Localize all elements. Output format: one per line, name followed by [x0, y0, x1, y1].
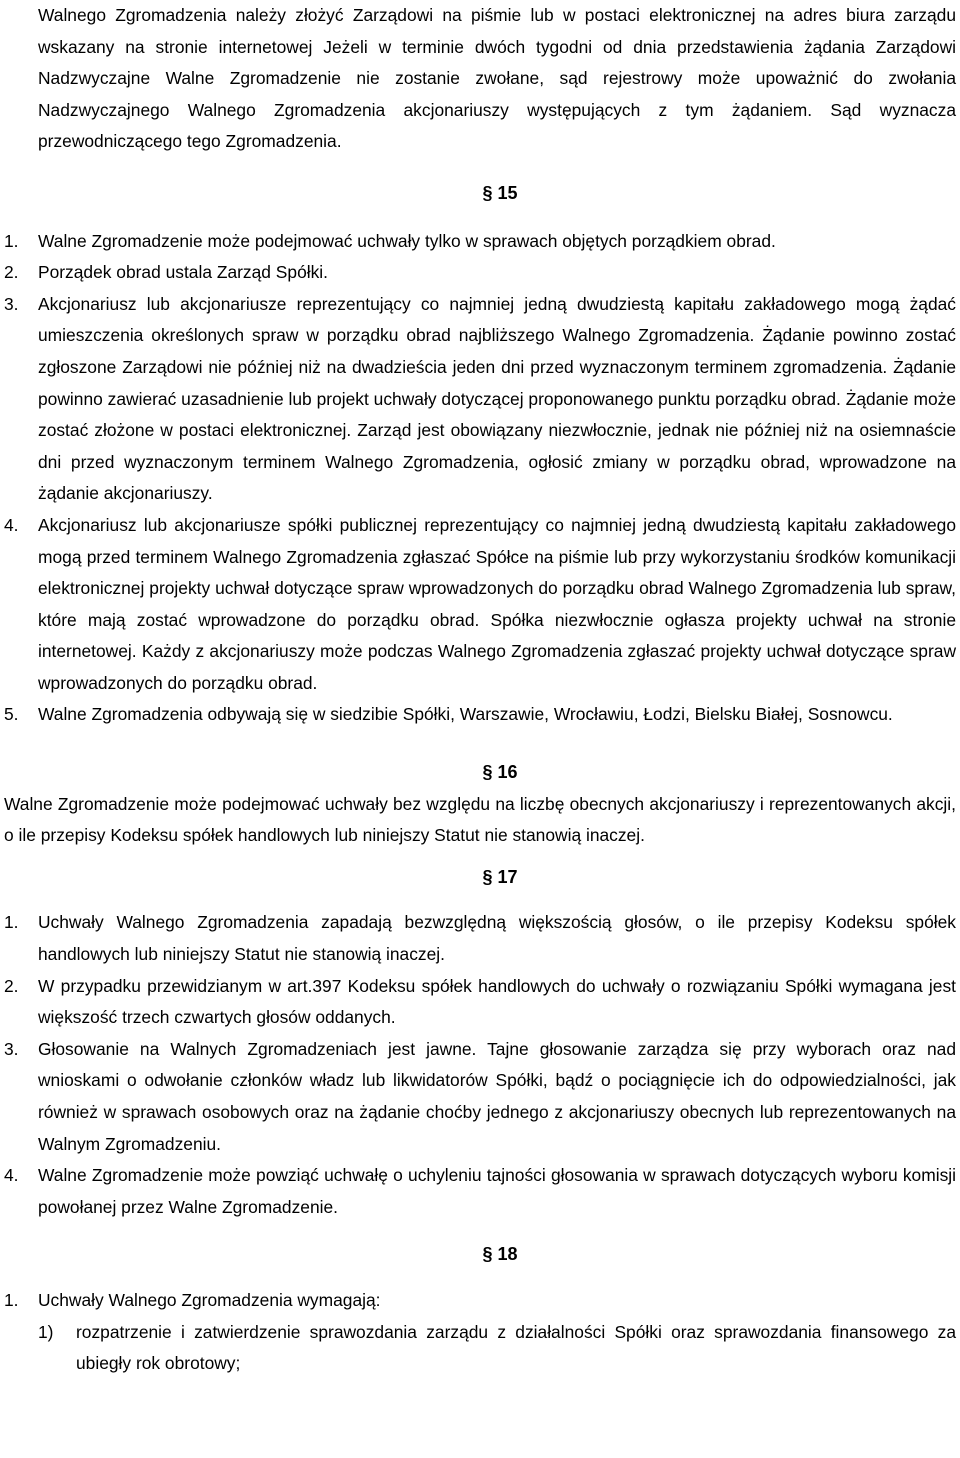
- item-number: 1.: [4, 912, 19, 933]
- list-item: [4, 1034, 956, 1160]
- item-text: Uchwały Walnego Zgromadzenia wymagają:: [38, 1289, 381, 1310]
- item-number: 3.: [4, 293, 19, 314]
- item-text: Akcjonariusz lub akcjonariusze reprezentujący co najmniej jedną dwudziestą kapitału zakładowego mogą żądać umieszczenia określonych spraw w porządku obrad najbliższego Walnego Zgromadzenia. Żądanie powinno zostać zgłoszone Zarządowi nie później niż na dwadzieścia jeden dni przed wyznaczonym terminem zgromadzenia. Żądanie powinno zawierać uzasadnienie lub projekt uchwały dotyczącej proponowanego punktu porządku obrad. Żądanie może zostać złożone w postaci elektronicznej. Zarząd jest obowiązany niezwłocznie, jednak nie później niż na osiemnaście dni przed wyznaczonym terminem Walnego Zgromadzenia, ogłosić zmiany w porządku obrad, wprowadzone na żądanie akcjonariuszy.: [38, 293, 956, 504]
- section-heading-15: § 15: [482, 182, 518, 203]
- item-text: Porządek obrad ustala Zarząd Spółki.: [38, 262, 329, 283]
- item-number: 1.: [4, 1289, 19, 1310]
- item-text: Uchwały Walnego Zgromadzenia zapadają bezwzględną większością głosów, o ile przepisy Kodeksu spółek handlowych lub niniejszy Statut nie stanowią inaczej.: [38, 912, 956, 965]
- section-15-list: [4, 226, 956, 732]
- sub-list-item: [38, 1317, 956, 1380]
- intro-paragraph: Walnego Zgromadzenia należy złożyć Zarządowi na piśmie lub w postaci elektronicznej na adres biura zarządu wskazany na stronie internetowej Jeżeli w terminie dwóch tygodni od dnia przedstawienia żądania Zarządowi Nadzwyczajne Walne Zgromadzenie nie zostanie zwołane, sąd rejestrowy może upoważnić do zwołania Nadzwyczajnego Walnego Zgromadzenia akcjonariuszy występujących z tym żądaniem. Sąd wyznacza przewodniczącego tego Zgromadzenia.: [38, 5, 956, 152]
- sub-item-text: rozpatrzenie i zatwierdzenie sprawozdania zarządu z działalności Spółki oraz sprawozdania finansowego za ubiegły rok obrotowy;: [76, 1321, 956, 1374]
- section-heading-18: § 18: [482, 1244, 518, 1265]
- section-heading-16: § 16: [482, 762, 518, 783]
- item-text: W przypadku przewidzianym w art.397 Kodeksu spółek handlowych do uchwały o rozwiązaniu Spółki wymagana jest większość trzech czwartych głosów oddanych.: [38, 975, 956, 1028]
- item-number: 2.: [4, 975, 19, 996]
- sub-item-number: 1): [38, 1321, 54, 1342]
- list-item: [4, 257, 956, 289]
- list-item: [4, 1285, 956, 1317]
- item-text: Głosowanie na Walnych Zgromadzeniach jest jawne. Tajne głosowanie zarządza się przy wyborach oraz nad wnioskami o odwołanie członków władz lub likwidatorów Spółki, bądź o pociągnięcie ich do odpowiedzialności, jak również w sprawach osobowych oraz na żądanie choćby jednego z akcjonariuszy obecnych lub reprezentowanych na Walnym Zgromadzeniu.: [38, 1038, 956, 1154]
- item-text: Akcjonariusz lub akcjonariusze spółki publicznej reprezentujący co najmniej jedną dwudziestą kapitału zakładowego mogą przed terminem Walnego Zgromadzenia zgłaszać Spółce na piśmie lub przy wykorzystaniu środków komunikacji elektronicznej projekty uchwał dotyczące spraw wprowadzonych do porządku obrad Walnego Zgromadzenia lub spraw, które mają zostać wprowadzone do porządku obrad. Spółka niezwłocznie ogłasza projekty uchwał na stronie internetowej. Każdy z akcjonariuszy może podczas Walnego Zgromadzenia zgłaszać projekty uchwał dotyczące spraw wprowadzonych do porządku obrad.: [38, 514, 956, 693]
- list-item: [4, 510, 956, 700]
- item-number: 5.: [4, 704, 19, 725]
- list-item: [4, 971, 956, 1034]
- item-text: Walne Zgromadzenie może powziąć uchwałę o uchyleniu tajności głosowania w sprawach dotyczących wyboru komisji powołanej przez Walne Zgromadzenie.: [38, 1165, 956, 1217]
- item-number: 1.: [4, 230, 19, 251]
- list-item: [4, 907, 956, 970]
- item-text: Walne Zgromadzenie może podejmować uchwały tylko w sprawach objętych porządkiem obrad.: [38, 230, 776, 251]
- list-item: [4, 1160, 956, 1223]
- item-number: 3.: [4, 1038, 19, 1059]
- list-item: [4, 226, 956, 258]
- section-17-list: [4, 907, 956, 1223]
- section-16-paragraph: Walne Zgromadzenie może podejmować uchwały bez względu na liczbę obecnych akcjonariuszy i reprezentowanych akcji, o ile przepisy Kodeksu spółek handlowych lub niniejszy Statut nie stanowią inaczej.: [4, 793, 956, 846]
- list-item: [4, 289, 956, 510]
- section-heading-17: § 17: [482, 866, 518, 887]
- section-18-list: [4, 1285, 956, 1317]
- list-item: [4, 699, 956, 731]
- item-number: 4.: [4, 1165, 19, 1186]
- item-number: 2.: [4, 262, 19, 283]
- item-number: 4.: [4, 514, 19, 535]
- item-text: Walne Zgromadzenia odbywają się w siedzibie Spółki, Warszawie, Wrocławiu, Łodzi, Bielsku Białej, Sosnowcu.: [38, 704, 893, 725]
